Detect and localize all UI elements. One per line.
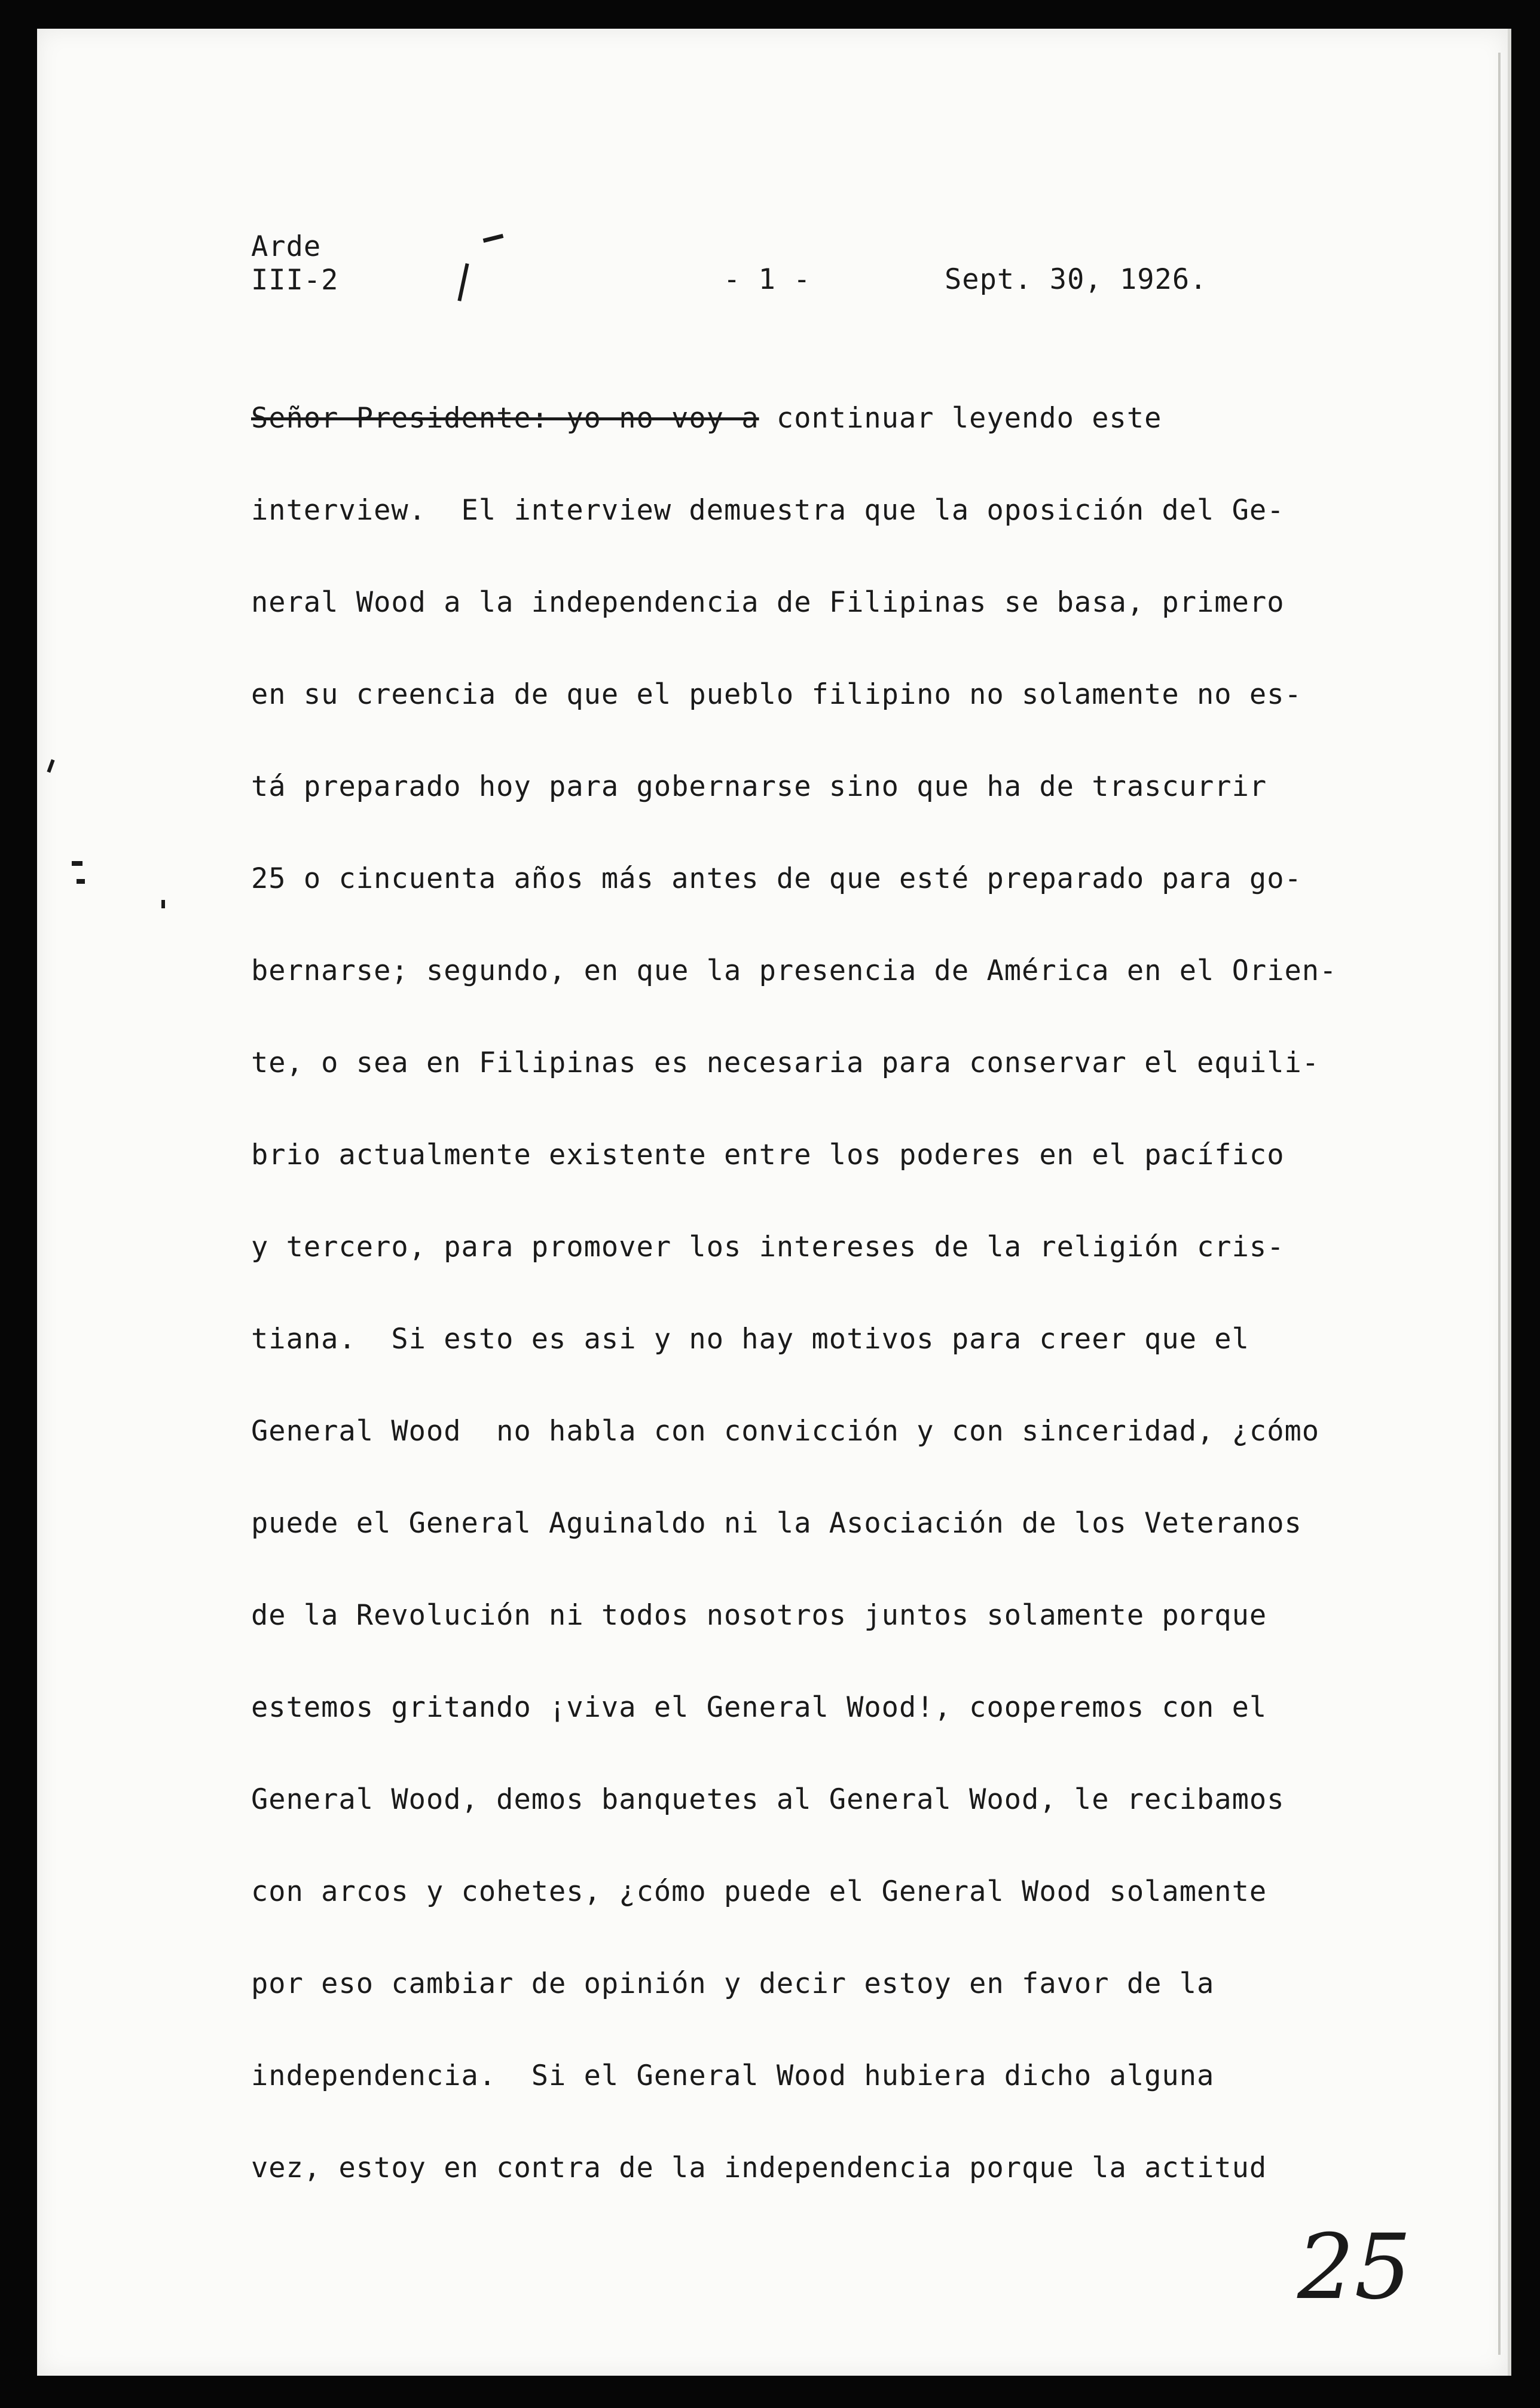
text-line: bernarse; segundo, en que la presencia de América en el Orien- [251,954,1337,987]
text-line: puede el General Aguinaldo ni la Asociación de los Veteranos [251,1507,1302,1540]
handwritten-page-number: 25 [1297,2215,1411,2320]
text-line: te, o sea en Filipinas es necesaria para conservar el equili- [251,1046,1320,1079]
page-number: - 1 - [723,263,811,296]
reference-line-1: Arde [251,230,322,263]
paper-edge [1498,53,1501,2355]
margin-speck [77,879,85,884]
text-line: General Wood, demos banquetes al General Wood, le recibamos [251,1783,1285,1816]
text-line: vez, estoy en contra de la independencia porque la actitud [251,2151,1267,2184]
text-line: neral Wood a la independencia de Filipinas se basa, primero [251,586,1285,619]
line-continuation: continuar leyendo este [759,402,1162,435]
margin-speck [72,861,82,866]
text-line: con arcos y cohetes, ¿cómo puede el General Wood solamente [251,1875,1267,1908]
text-line: brio actualmente existente entre los poderes en el pacífico [251,1139,1285,1171]
text-line: por eso cambiar de opinión y decir estoy en favor de la [251,1967,1215,2000]
text-line: General Wood no habla con convicción y con sinceridad, ¿cómo [251,1415,1320,1448]
text-line: de la Revolución ni todos nosotros juntos solamente porque [251,1599,1267,1632]
text-line: y tercero, para promover los intereses de la religión cris- [251,1231,1285,1263]
text-line: independencia. Si el General Wood hubiera dicho alguna [251,2059,1215,2092]
document-date: Sept. 30, 1926. [945,263,1208,296]
text-line: tá preparado hoy para gobernarse sino que ha de trascurrir [251,770,1267,803]
text-line [251,402,1411,494]
text-line: 25 o cincuenta años más antes de que esté preparado para go- [251,862,1302,895]
document-reference [251,230,338,297]
reference-line-2: III-2 [251,264,339,297]
text-line: estemos gritando ¡viva el General Wood!, cooperemos con el [251,1691,1267,1724]
body-text [251,402,1411,2244]
struck-out-text: Señor Presidente: yo no voy a [251,402,759,435]
text-line: en su creencia de que el pueblo filipino no solamente no es- [251,678,1302,711]
text-line: tiana. Si esto es asi y no hay motivos para creer que el [251,1323,1249,1356]
margin-speck [161,900,165,908]
text-line: interview. El interview demuestra que la oposición del Ge- [251,494,1285,527]
